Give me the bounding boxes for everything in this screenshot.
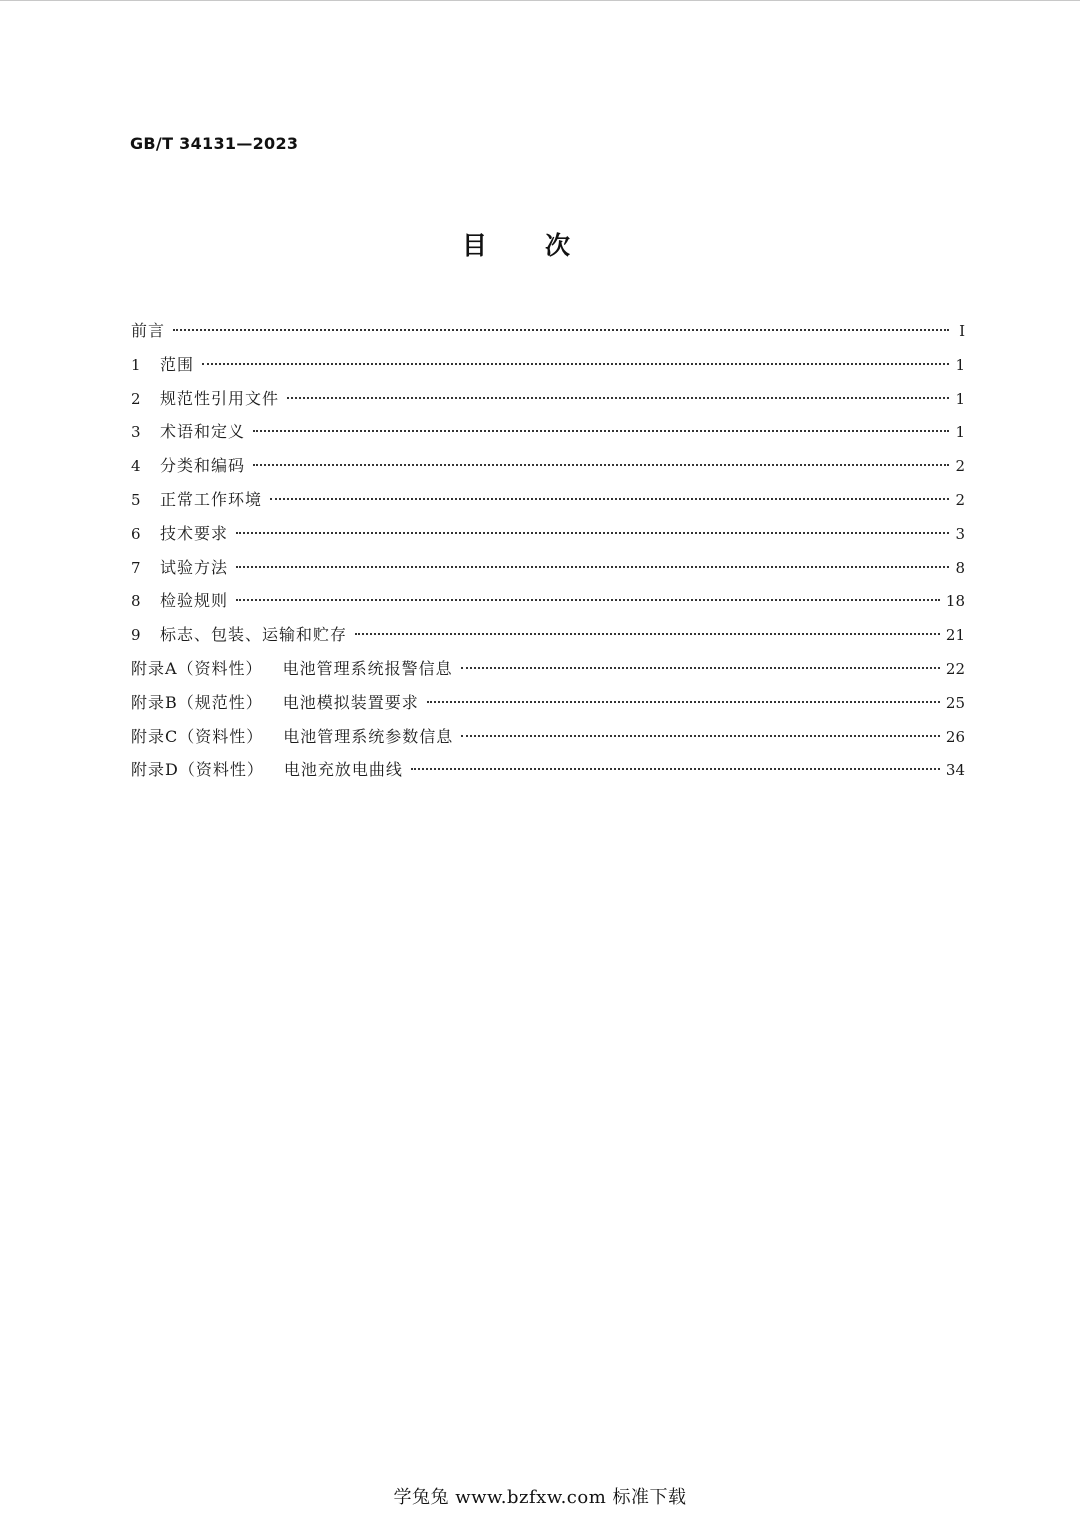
toc-entry-normative-references[interactable]	[131, 382, 965, 416]
toc-entry-appendix-a[interactable]	[131, 652, 965, 686]
toc-entry-label: 正常工作环境	[160, 489, 263, 509]
leader-dots	[461, 667, 940, 669]
toc-entry-label: 检验规则	[160, 591, 229, 611]
toc-entry-number: 6	[131, 524, 141, 543]
top-border-line	[0, 0, 1080, 1]
toc-entry-label: 规范性引用文件	[160, 388, 280, 408]
toc-entry-label: 标志、包装、运输和贮存	[160, 625, 348, 645]
toc-entry-number: 9	[131, 626, 141, 645]
toc-entry-terms[interactable]	[131, 415, 965, 449]
toc-entry-label: 术语和定义	[160, 422, 246, 442]
toc-entry-page: 1	[955, 389, 965, 408]
leader-dots	[173, 329, 949, 331]
toc-entry-page: 25	[945, 693, 965, 712]
toc-entry-label: 技术要求	[160, 523, 229, 543]
leader-dots	[236, 599, 940, 601]
toc-entry-page: 18	[945, 592, 965, 611]
toc-entry-sublabel: 电池模拟装置要求	[282, 692, 419, 712]
footer-watermark-text: 学兔兔 www.bzfxw.com 标准下载	[393, 1487, 687, 1508]
leader-dots	[253, 430, 949, 432]
toc-entry-inspection-rules[interactable]	[131, 584, 965, 618]
toc-entry-foreword[interactable]	[131, 314, 965, 348]
toc-entry-page: 22	[945, 659, 965, 678]
toc-entry-classification[interactable]	[131, 449, 965, 483]
toc-entry-label: 分类和编码	[160, 456, 246, 476]
leader-dots	[427, 701, 940, 703]
toc-entry-test-methods[interactable]	[131, 551, 965, 585]
toc-entry-page: 3	[955, 524, 965, 543]
leader-dots	[236, 566, 949, 568]
leader-dots	[202, 363, 949, 365]
leader-dots	[270, 498, 949, 500]
leader-dots	[355, 633, 940, 635]
toc-entry-appendix-d[interactable]	[131, 753, 965, 787]
leader-dots	[236, 532, 949, 534]
toc-entry-label: 附录D（资料性）	[131, 760, 264, 780]
toc-entry-sublabel: 电池充放电曲线	[283, 760, 403, 780]
leader-dots	[461, 735, 940, 737]
toc-entry-appendix-b[interactable]	[131, 686, 965, 720]
toc-entry-page: 34	[945, 761, 965, 780]
page-title: 目次	[461, 231, 628, 260]
toc-entry-scope[interactable]	[131, 348, 965, 382]
toc-entry-number: 1	[131, 355, 141, 374]
toc-entry-page: 8	[955, 558, 965, 577]
toc-entry-sublabel: 电池管理系统报警信息	[282, 658, 453, 678]
leader-dots	[253, 464, 949, 466]
toc-entry-marking-packaging[interactable]	[131, 618, 965, 652]
toc-entry-label: 范围	[160, 354, 195, 374]
toc-entry-page: I	[959, 322, 965, 340]
toc-entry-page: 21	[945, 626, 965, 645]
toc-entry-label: 前言	[131, 321, 166, 340]
toc-entry-number: 3	[131, 423, 141, 442]
table-of-contents	[131, 314, 965, 787]
toc-entry-page: 1	[955, 423, 965, 442]
toc-entry-appendix-c[interactable]	[131, 720, 965, 754]
leader-dots	[411, 768, 940, 770]
toc-entry-label: 附录C（资料性）	[131, 726, 264, 746]
toc-entry-page: 2	[955, 457, 965, 476]
toc-entry-number: 4	[131, 457, 141, 476]
toc-entry-page: 1	[955, 355, 965, 374]
toc-entry-label: 附录A（资料性）	[131, 658, 263, 678]
toc-entry-label: 试验方法	[160, 557, 229, 577]
leader-dots	[287, 397, 949, 399]
toc-entry-technical-requirements[interactable]	[131, 517, 965, 551]
toc-entry-page: 2	[955, 490, 965, 509]
toc-entry-label: 附录B（规范性）	[131, 692, 263, 712]
standard-code: GB/T 34131—2023	[130, 134, 299, 153]
toc-entry-number: 8	[131, 592, 141, 611]
toc-entry-number: 7	[131, 558, 141, 577]
toc-entry-environment[interactable]	[131, 483, 965, 517]
toc-entry-number: 5	[131, 490, 141, 509]
toc-entry-page: 26	[945, 727, 965, 746]
toc-entry-number: 2	[131, 389, 141, 408]
toc-entry-sublabel: 电池管理系统参数信息	[283, 726, 454, 746]
